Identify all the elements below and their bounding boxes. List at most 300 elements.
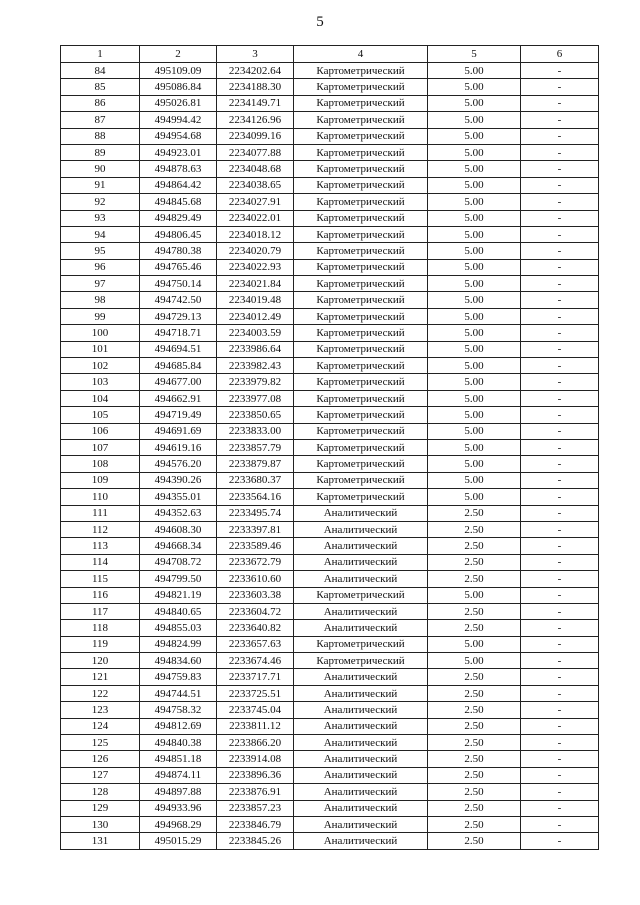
table-row	[61, 243, 599, 259]
note-cell: -	[521, 653, 599, 669]
method-cell: Аналитический	[294, 620, 428, 636]
note-cell: -	[521, 816, 599, 832]
point-number-cell: 90	[61, 161, 140, 177]
point-number-cell: 109	[61, 472, 140, 488]
method-cell: Картометрический	[294, 210, 428, 226]
note-cell: -	[521, 472, 599, 488]
y-coordinate-cell: 2233610.60	[217, 571, 294, 587]
method-cell: Картометрический	[294, 358, 428, 374]
accuracy-cell: 5.00	[428, 226, 521, 242]
note-cell: -	[521, 423, 599, 439]
table-row	[61, 521, 599, 537]
point-number-cell: 91	[61, 177, 140, 193]
table-row	[61, 128, 599, 144]
accuracy-cell: 5.00	[428, 63, 521, 79]
accuracy-cell: 2.50	[428, 538, 521, 554]
method-cell: Картометрический	[294, 292, 428, 308]
point-number-cell: 105	[61, 407, 140, 423]
method-cell: Картометрический	[294, 128, 428, 144]
method-cell: Аналитический	[294, 767, 428, 783]
table-row	[61, 669, 599, 685]
accuracy-cell: 2.50	[428, 751, 521, 767]
x-coordinate-cell: 494874.11	[140, 767, 217, 783]
table-row	[61, 653, 599, 669]
y-coordinate-cell: 2233879.87	[217, 456, 294, 472]
header-cell-4: 4	[294, 46, 428, 63]
x-coordinate-cell: 494708.72	[140, 554, 217, 570]
y-coordinate-cell: 2233857.79	[217, 439, 294, 455]
note-cell: -	[521, 128, 599, 144]
y-coordinate-cell: 2234021.84	[217, 276, 294, 292]
accuracy-cell: 5.00	[428, 456, 521, 472]
point-number-cell: 127	[61, 767, 140, 783]
y-coordinate-cell: 2234020.79	[217, 243, 294, 259]
table-row	[61, 292, 599, 308]
method-cell: Аналитический	[294, 505, 428, 521]
y-coordinate-cell: 2233725.51	[217, 685, 294, 701]
table-row	[61, 784, 599, 800]
note-cell: -	[521, 735, 599, 751]
method-cell: Картометрический	[294, 226, 428, 242]
method-cell: Аналитический	[294, 685, 428, 701]
table-row	[61, 735, 599, 751]
x-coordinate-cell: 494933.96	[140, 800, 217, 816]
note-cell: -	[521, 702, 599, 718]
table-header	[61, 46, 599, 63]
point-number-cell: 125	[61, 735, 140, 751]
x-coordinate-cell: 494685.84	[140, 358, 217, 374]
method-cell: Картометрический	[294, 423, 428, 439]
y-coordinate-cell: 2233717.71	[217, 669, 294, 685]
point-number-cell: 126	[61, 751, 140, 767]
note-cell: -	[521, 194, 599, 210]
y-coordinate-cell: 2233986.64	[217, 341, 294, 357]
point-number-cell: 100	[61, 325, 140, 341]
point-number-cell: 128	[61, 784, 140, 800]
method-cell: Аналитический	[294, 603, 428, 619]
x-coordinate-cell: 494744.51	[140, 685, 217, 701]
accuracy-cell: 5.00	[428, 243, 521, 259]
point-number-cell: 93	[61, 210, 140, 226]
table-row	[61, 800, 599, 816]
point-number-cell: 121	[61, 669, 140, 685]
point-number-cell: 103	[61, 374, 140, 390]
method-cell: Аналитический	[294, 669, 428, 685]
table-row	[61, 407, 599, 423]
x-coordinate-cell: 494576.20	[140, 456, 217, 472]
y-coordinate-cell: 2233674.46	[217, 653, 294, 669]
table-row	[61, 816, 599, 832]
note-cell: -	[521, 161, 599, 177]
y-coordinate-cell: 2234077.88	[217, 144, 294, 160]
coordinates-table	[60, 45, 599, 850]
y-coordinate-cell: 2233982.43	[217, 358, 294, 374]
x-coordinate-cell: 494352.63	[140, 505, 217, 521]
note-cell: -	[521, 751, 599, 767]
accuracy-cell: 5.00	[428, 472, 521, 488]
accuracy-cell: 2.50	[428, 685, 521, 701]
note-cell: -	[521, 571, 599, 587]
table-row	[61, 620, 599, 636]
point-number-cell: 117	[61, 603, 140, 619]
method-cell: Картометрический	[294, 587, 428, 603]
table-row	[61, 456, 599, 472]
table-row	[61, 358, 599, 374]
x-coordinate-cell: 494718.71	[140, 325, 217, 341]
point-number-cell: 114	[61, 554, 140, 570]
note-cell: -	[521, 767, 599, 783]
point-number-cell: 101	[61, 341, 140, 357]
y-coordinate-cell: 2234048.68	[217, 161, 294, 177]
y-coordinate-cell: 2234149.71	[217, 95, 294, 111]
point-number-cell: 84	[61, 63, 140, 79]
x-coordinate-cell: 494799.50	[140, 571, 217, 587]
x-coordinate-cell: 494719.49	[140, 407, 217, 423]
note-cell: -	[521, 292, 599, 308]
table-row	[61, 210, 599, 226]
method-cell: Аналитический	[294, 833, 428, 849]
note-cell: -	[521, 325, 599, 341]
table-row	[61, 390, 599, 406]
point-number-cell: 115	[61, 571, 140, 587]
x-coordinate-cell: 494608.30	[140, 521, 217, 537]
note-cell: -	[521, 79, 599, 95]
note-cell: -	[521, 210, 599, 226]
y-coordinate-cell: 2233564.16	[217, 489, 294, 505]
point-number-cell: 87	[61, 112, 140, 128]
y-coordinate-cell: 2233979.82	[217, 374, 294, 390]
method-cell: Аналитический	[294, 702, 428, 718]
table-row	[61, 718, 599, 734]
accuracy-cell: 2.50	[428, 620, 521, 636]
table-row	[61, 554, 599, 570]
note-cell: -	[521, 358, 599, 374]
point-number-cell: 116	[61, 587, 140, 603]
accuracy-cell: 5.00	[428, 636, 521, 652]
method-cell: Картометрический	[294, 95, 428, 111]
y-coordinate-cell: 2233589.46	[217, 538, 294, 554]
y-coordinate-cell: 2234099.16	[217, 128, 294, 144]
x-coordinate-cell: 494855.03	[140, 620, 217, 636]
y-coordinate-cell: 2234012.49	[217, 308, 294, 324]
accuracy-cell: 2.50	[428, 800, 521, 816]
x-coordinate-cell: 494619.16	[140, 439, 217, 455]
point-number-cell: 107	[61, 439, 140, 455]
table-row	[61, 702, 599, 718]
note-cell: -	[521, 144, 599, 160]
y-coordinate-cell: 2233846.79	[217, 816, 294, 832]
accuracy-cell: 5.00	[428, 144, 521, 160]
y-coordinate-cell: 2233397.81	[217, 521, 294, 537]
point-number-cell: 104	[61, 390, 140, 406]
note-cell: -	[521, 669, 599, 685]
x-coordinate-cell: 494742.50	[140, 292, 217, 308]
header-row	[61, 46, 599, 63]
note-cell: -	[521, 439, 599, 455]
accuracy-cell: 5.00	[428, 325, 521, 341]
table-row	[61, 161, 599, 177]
table-row	[61, 636, 599, 652]
y-coordinate-cell: 2234022.93	[217, 259, 294, 275]
point-number-cell: 130	[61, 816, 140, 832]
note-cell: -	[521, 226, 599, 242]
y-coordinate-cell: 2234027.91	[217, 194, 294, 210]
accuracy-cell: 5.00	[428, 292, 521, 308]
method-cell: Картометрический	[294, 63, 428, 79]
point-number-cell: 118	[61, 620, 140, 636]
note-cell: -	[521, 636, 599, 652]
y-coordinate-cell: 2233495.74	[217, 505, 294, 521]
accuracy-cell: 5.00	[428, 341, 521, 357]
accuracy-cell: 2.50	[428, 767, 521, 783]
table-row	[61, 63, 599, 79]
method-cell: Картометрический	[294, 79, 428, 95]
header-cell-2: 2	[140, 46, 217, 63]
y-coordinate-cell: 2234202.64	[217, 63, 294, 79]
x-coordinate-cell: 494668.34	[140, 538, 217, 554]
x-coordinate-cell: 494729.13	[140, 308, 217, 324]
accuracy-cell: 5.00	[428, 407, 521, 423]
accuracy-cell: 2.50	[428, 554, 521, 570]
x-coordinate-cell: 494897.88	[140, 784, 217, 800]
table-row	[61, 472, 599, 488]
point-number-cell: 88	[61, 128, 140, 144]
y-coordinate-cell: 2233977.08	[217, 390, 294, 406]
note-cell: -	[521, 521, 599, 537]
y-coordinate-cell: 2234019.48	[217, 292, 294, 308]
x-coordinate-cell: 494765.46	[140, 259, 217, 275]
x-coordinate-cell: 494834.60	[140, 653, 217, 669]
point-number-cell: 95	[61, 243, 140, 259]
x-coordinate-cell: 494812.69	[140, 718, 217, 734]
point-number-cell: 96	[61, 259, 140, 275]
accuracy-cell: 5.00	[428, 259, 521, 275]
method-cell: Аналитический	[294, 735, 428, 751]
note-cell: -	[521, 620, 599, 636]
note-cell: -	[521, 177, 599, 193]
accuracy-cell: 5.00	[428, 439, 521, 455]
note-cell: -	[521, 112, 599, 128]
note-cell: -	[521, 390, 599, 406]
point-number-cell: 110	[61, 489, 140, 505]
accuracy-cell: 5.00	[428, 653, 521, 669]
x-coordinate-cell: 494878.63	[140, 161, 217, 177]
method-cell: Картометрический	[294, 177, 428, 193]
y-coordinate-cell: 2233850.65	[217, 407, 294, 423]
note-cell: -	[521, 259, 599, 275]
y-coordinate-cell: 2233857.23	[217, 800, 294, 816]
table-row	[61, 505, 599, 521]
method-cell: Картометрический	[294, 243, 428, 259]
note-cell: -	[521, 800, 599, 816]
accuracy-cell: 2.50	[428, 571, 521, 587]
x-coordinate-cell: 494677.00	[140, 374, 217, 390]
y-coordinate-cell: 2233845.26	[217, 833, 294, 849]
header-cell-3: 3	[217, 46, 294, 63]
accuracy-cell: 5.00	[428, 308, 521, 324]
table-body	[61, 63, 599, 850]
note-cell: -	[521, 554, 599, 570]
table-row	[61, 751, 599, 767]
accuracy-cell: 5.00	[428, 489, 521, 505]
method-cell: Картометрический	[294, 341, 428, 357]
y-coordinate-cell: 2233604.72	[217, 603, 294, 619]
y-coordinate-cell: 2233833.00	[217, 423, 294, 439]
accuracy-cell: 5.00	[428, 390, 521, 406]
y-coordinate-cell: 2233672.79	[217, 554, 294, 570]
table-row	[61, 374, 599, 390]
x-coordinate-cell: 494851.18	[140, 751, 217, 767]
x-coordinate-cell: 494821.19	[140, 587, 217, 603]
y-coordinate-cell: 2233745.04	[217, 702, 294, 718]
method-cell: Аналитический	[294, 571, 428, 587]
point-number-cell: 106	[61, 423, 140, 439]
table-row	[61, 423, 599, 439]
note-cell: -	[521, 489, 599, 505]
table-row	[61, 603, 599, 619]
table-row	[61, 833, 599, 849]
x-coordinate-cell: 494954.68	[140, 128, 217, 144]
point-number-cell: 124	[61, 718, 140, 734]
method-cell: Картометрический	[294, 636, 428, 652]
method-cell: Картометрический	[294, 194, 428, 210]
x-coordinate-cell: 494840.65	[140, 603, 217, 619]
point-number-cell: 129	[61, 800, 140, 816]
y-coordinate-cell: 2234126.96	[217, 112, 294, 128]
table-row	[61, 112, 599, 128]
point-number-cell: 92	[61, 194, 140, 210]
method-cell: Аналитический	[294, 800, 428, 816]
x-coordinate-cell: 494845.68	[140, 194, 217, 210]
x-coordinate-cell: 494758.32	[140, 702, 217, 718]
x-coordinate-cell: 495015.29	[140, 833, 217, 849]
y-coordinate-cell: 2233640.82	[217, 620, 294, 636]
y-coordinate-cell: 2233657.63	[217, 636, 294, 652]
point-number-cell: 86	[61, 95, 140, 111]
point-number-cell: 97	[61, 276, 140, 292]
x-coordinate-cell: 494829.49	[140, 210, 217, 226]
table-row	[61, 325, 599, 341]
accuracy-cell: 5.00	[428, 210, 521, 226]
y-coordinate-cell: 2234022.01	[217, 210, 294, 226]
method-cell: Картометрический	[294, 472, 428, 488]
point-number-cell: 108	[61, 456, 140, 472]
table-row	[61, 538, 599, 554]
method-cell: Картометрический	[294, 653, 428, 669]
x-coordinate-cell: 494694.51	[140, 341, 217, 357]
point-number-cell: 131	[61, 833, 140, 849]
note-cell: -	[521, 374, 599, 390]
accuracy-cell: 5.00	[428, 194, 521, 210]
accuracy-cell: 5.00	[428, 177, 521, 193]
table-row	[61, 685, 599, 701]
accuracy-cell: 5.00	[428, 423, 521, 439]
table-row	[61, 79, 599, 95]
y-coordinate-cell: 2234018.12	[217, 226, 294, 242]
x-coordinate-cell: 495086.84	[140, 79, 217, 95]
method-cell: Аналитический	[294, 521, 428, 537]
x-coordinate-cell: 494840.38	[140, 735, 217, 751]
note-cell: -	[521, 407, 599, 423]
point-number-cell: 85	[61, 79, 140, 95]
x-coordinate-cell: 494662.91	[140, 390, 217, 406]
x-coordinate-cell: 494355.01	[140, 489, 217, 505]
accuracy-cell: 5.00	[428, 358, 521, 374]
x-coordinate-cell: 494968.29	[140, 816, 217, 832]
table-row	[61, 571, 599, 587]
accuracy-cell: 5.00	[428, 161, 521, 177]
accuracy-cell: 2.50	[428, 603, 521, 619]
y-coordinate-cell: 2233680.37	[217, 472, 294, 488]
table-row	[61, 194, 599, 210]
note-cell: -	[521, 456, 599, 472]
method-cell: Картометрический	[294, 161, 428, 177]
accuracy-cell: 2.50	[428, 702, 521, 718]
table-row	[61, 587, 599, 603]
accuracy-cell: 5.00	[428, 112, 521, 128]
method-cell: Аналитический	[294, 538, 428, 554]
table-row	[61, 226, 599, 242]
y-coordinate-cell: 2233603.38	[217, 587, 294, 603]
x-coordinate-cell: 494864.42	[140, 177, 217, 193]
y-coordinate-cell: 2234188.30	[217, 79, 294, 95]
accuracy-cell: 5.00	[428, 128, 521, 144]
point-number-cell: 112	[61, 521, 140, 537]
y-coordinate-cell: 2233866.20	[217, 735, 294, 751]
y-coordinate-cell: 2233914.08	[217, 751, 294, 767]
note-cell: -	[521, 95, 599, 111]
method-cell: Аналитический	[294, 816, 428, 832]
header-cell-6: 6	[521, 46, 599, 63]
x-coordinate-cell: 494390.26	[140, 472, 217, 488]
table-row	[61, 177, 599, 193]
note-cell: -	[521, 308, 599, 324]
method-cell: Аналитический	[294, 554, 428, 570]
note-cell: -	[521, 243, 599, 259]
note-cell: -	[521, 63, 599, 79]
table-row	[61, 95, 599, 111]
method-cell: Картометрический	[294, 390, 428, 406]
note-cell: -	[521, 784, 599, 800]
note-cell: -	[521, 603, 599, 619]
x-coordinate-cell: 495026.81	[140, 95, 217, 111]
table-row	[61, 341, 599, 357]
point-number-cell: 99	[61, 308, 140, 324]
method-cell: Картометрический	[294, 374, 428, 390]
x-coordinate-cell: 495109.09	[140, 63, 217, 79]
accuracy-cell: 2.50	[428, 505, 521, 521]
header-cell-1: 1	[61, 46, 140, 63]
note-cell: -	[521, 587, 599, 603]
point-number-cell: 123	[61, 702, 140, 718]
page-number: 5	[316, 14, 324, 30]
method-cell: Аналитический	[294, 751, 428, 767]
method-cell: Картометрический	[294, 439, 428, 455]
table-row	[61, 144, 599, 160]
accuracy-cell: 5.00	[428, 79, 521, 95]
note-cell: -	[521, 538, 599, 554]
accuracy-cell: 2.50	[428, 669, 521, 685]
point-number-cell: 111	[61, 505, 140, 521]
table-row	[61, 308, 599, 324]
y-coordinate-cell: 2233811.12	[217, 718, 294, 734]
method-cell: Картометрический	[294, 325, 428, 341]
note-cell: -	[521, 685, 599, 701]
method-cell: Аналитический	[294, 718, 428, 734]
method-cell: Картометрический	[294, 489, 428, 505]
accuracy-cell: 2.50	[428, 816, 521, 832]
x-coordinate-cell: 494806.45	[140, 226, 217, 242]
